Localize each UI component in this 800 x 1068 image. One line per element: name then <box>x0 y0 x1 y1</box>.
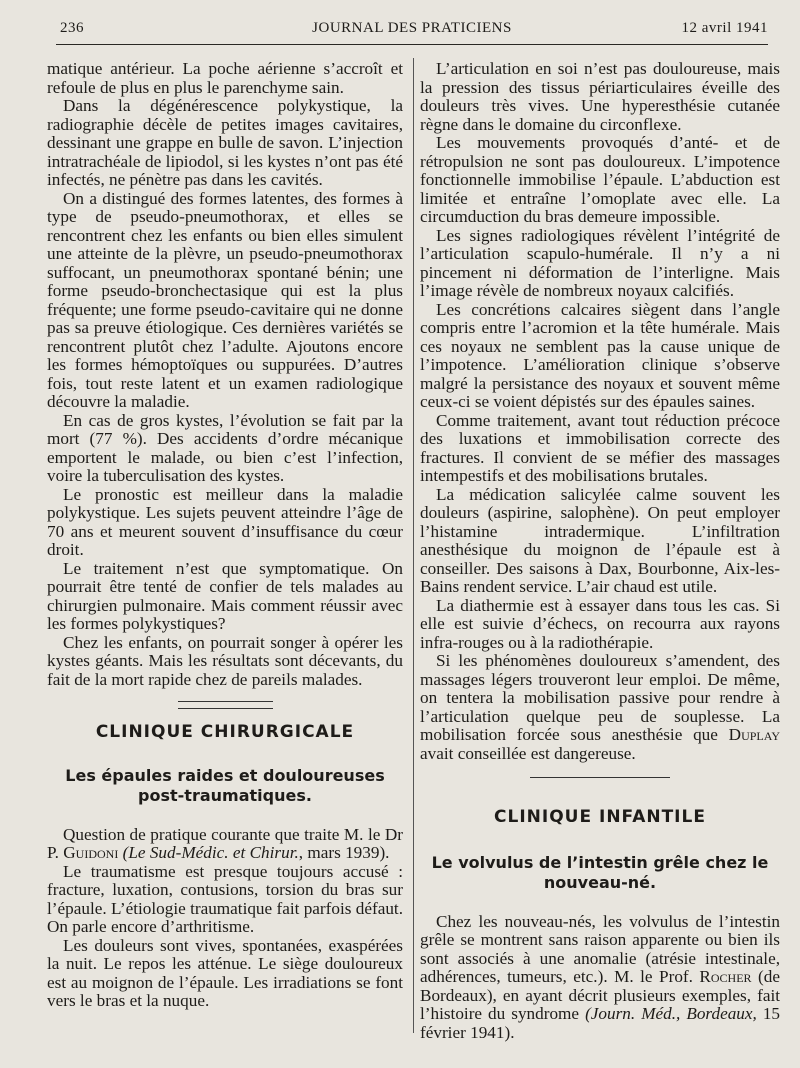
column-divider <box>413 58 414 1033</box>
paragraph: Chez les enfants, on pourrait songer à opérer les kystes géants. Mais les résultats sont décevants, du fait de la mort rapide chez de pareils malades. <box>47 632 403 689</box>
paragraph: L’articulation en soi n’est pas douloureuse, mais la pression des tissus périarticulaires éveille des douleurs très vives. Une hyperesthésie cutanée règne dans le domaine du circonflexe. <box>420 59 780 134</box>
paragraph <box>420 652 780 763</box>
article-title-volvulus: Le volvulus de l’intestin grêle chez le nouveau-né. <box>431 852 769 892</box>
paragraph: On a distingué des formes latentes, des formes à type de pseudo-pneumothorax, et elles se rencontrent chez les enfants ou bien elles simulent une atteinte de la plèvre, un pseudo-pneumothorax suffocant, un pneumothorax spontané bénin; une forme pseudo-bronchectasique qui est la plus fréquente; une forme pseudo-cavitaire qui ne donne pas sa preuve étiologique. Ces dernières variétés se rencontrent plutôt chez l’adulte. Ajoutons encore les formes hémoptoïques ou suppurées. D’autres fois, tout reste latent et un examen radiologique découvre la maladie. <box>47 188 403 411</box>
article-title-epaules: Les épaules raides et douloureuses post-traumatiques. <box>65 765 385 805</box>
paragraph: Comme traitement, avant tout réduction précoce des luxations et immobilisation correcte des fractures. Il convient de se méfier des massages intempestifs et des mobilisations brutales. <box>420 410 780 485</box>
paragraph: Les signes radiologiques révèlent l’intégrité de l’articulation scapulo-humérale. Il n’y a ni pincement ni déformation de l’interligne. Mais l’image révèle de nombreux noyaux calcifiés. <box>420 225 780 300</box>
paragraph: La diathermie est à essayer dans tous les cas. Si elle est suivie d’échecs, on recourra aux rayons infra-rouges ou à la radiothérapie. <box>420 595 780 652</box>
paragraph: La médication salicylée calme souvent les douleurs (aspirine, salophène). On peut employer l’histamine intradermique. L’infiltration anesthésique du moignon de l’épaule est à conseiller. Des saisons à Dax, Bourbonne, Aix-les-Bains rendent service. L’air chaud est utile. <box>420 484 780 596</box>
citation-author: Guidoni <box>63 843 119 862</box>
citation-text: Question de pratique courante que traite M. le Dr P. <box>47 824 403 862</box>
journal-title: JOURNAL DES PRATICIENS <box>312 20 512 36</box>
section-rule <box>530 777 670 778</box>
page-header <box>56 18 768 44</box>
header-rule <box>56 44 768 45</box>
paragraph: matique antérieur. La poche aérienne s’accroît et refoule de plus en plus le parenchyme sain. <box>47 59 403 97</box>
citation-source: (Le Sud-Médic. et Chirur. <box>122 843 299 862</box>
paragraph: Le pronostic est meilleur dans la maladie polykystique. Les sujets peuvent atteindre l’âge de 70 ans et meurent souvent d’insuffisance du cœur droit. <box>47 484 403 559</box>
article-citation <box>47 826 403 863</box>
paragraph-text: Chez les nouveau-nés, les volvulus de l’intestin grêle se montrent sans raison apparente ou bien ils sont associés à une anomalie (atrésie intestinale, adhérences, tumeurs, etc.). M. le Prof. <box>420 911 780 986</box>
paragraph-text: avait conseillée est dangereuse. <box>420 743 636 763</box>
section-heading-chirurgicale: CLINIQUE CHIRURGICALE <box>95 722 355 742</box>
paragraph: En cas de gros kystes, l’évolution se fait par la mort (77 %). Des accidents d’ordre mécanique emportent le malade, ou bien c’est l’infection, voire la tuberculisation des kystes. <box>47 410 403 485</box>
citation-source: (Journ. Méd., Bordeaux, <box>585 1004 757 1023</box>
paragraph <box>420 913 780 1043</box>
paragraph: Dans la dégénérescence polykystique, la radiographie décèle de petites images cavitaires, dessinant une grappe en bulle de savon. L’injection intratrachéale de lipiodol, si les kystes n’ont pas été infectés, ne pénètre pas dans les cavités. <box>47 96 403 189</box>
paragraph: Le traumatisme est presque toujours accusé : fracture, luxation, contusions, torsion du bras sur l’épaule. L’étiologie traumatique fait parfois défaut. On parle encore d’arthritisme. <box>47 861 403 936</box>
section-separator <box>178 701 273 709</box>
left-column <box>47 60 403 1011</box>
citation-date: , mars 1939). <box>298 843 390 862</box>
cited-author: Rocher <box>699 967 752 986</box>
right-column <box>420 60 780 1042</box>
issue-date: 12 avril 1941 <box>681 20 768 36</box>
section-heading-infantile: CLINIQUE INFANTILE <box>494 807 706 827</box>
paragraph: Le traitement n’est que symptomatique. On pourrait être tenté de confier de tels malades au chirurgien pulmonaire. Mais comment réussir avec les formes polykystiques? <box>47 558 403 633</box>
citation-date: 15 février 1941). <box>420 1004 781 1042</box>
paragraph: Les mouvements provoqués d’anté- et de rétropulsion ne sont pas douloureux. L’impotence fonctionnelle immobilise l’épaule. L’abduction est limitée et entraîne l’omoplate avec elle. La circumduction du bras demeure impossible. <box>420 133 780 226</box>
paragraph-text: Si les phénomènes douloureux s’amendent, des massages légers trouveront leur emploi. De même, on tentera la mobilisation passive pour rendre à l’articulation quelque peu de souplesse. La mobilisation forcée sous anesthésie que <box>420 651 780 744</box>
paragraph-text: (de Bordeaux), en ayant décrit plusieurs exemples, fait l’histoire du syndrome <box>420 967 780 1023</box>
paragraph: Les douleurs sont vives, spontanées, exaspérées la nuit. Le repos les atténue. Le siège douloureux est au moignon de l’épaule. Les irradiations se font vers le bras et la nuque. <box>47 935 403 1010</box>
page-number: 236 <box>60 20 84 36</box>
cited-author: Duplay <box>728 725 780 744</box>
paragraph: Les concrétions calcaires siègent dans l’angle compris entre l’acromion et la tête humérale. Mais ces noyaux ne semblent pas la cause unique de l’impotence. L’amélioration clinique s’observe malgré la persistance des noyaux et souvent même ceux-ci se voient dépistés sur des épaules saines. <box>420 299 780 411</box>
